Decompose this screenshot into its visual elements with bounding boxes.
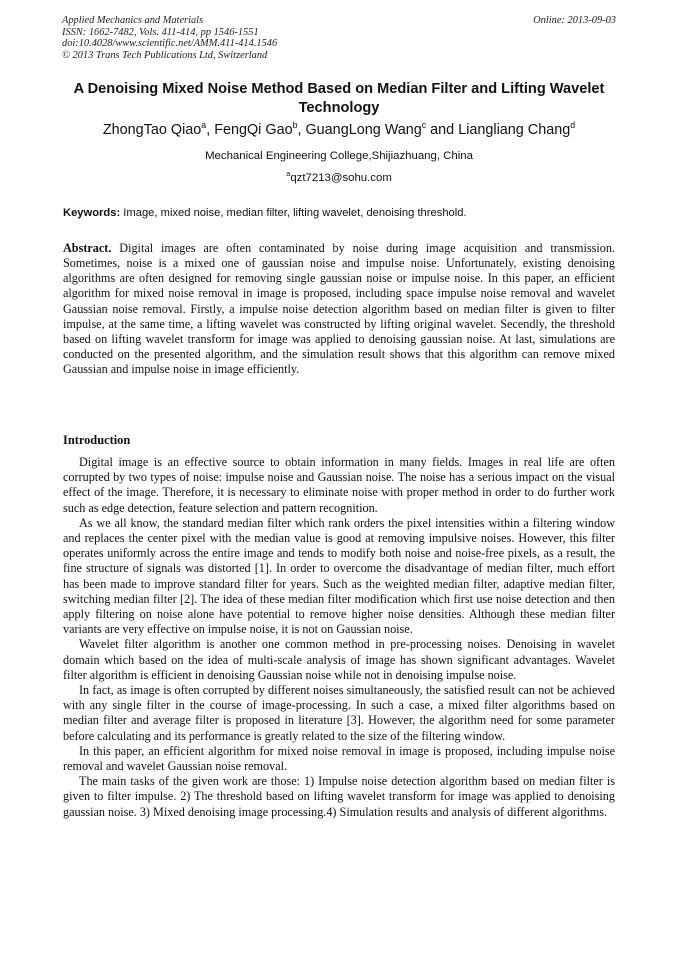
- author-email: [62, 169, 616, 184]
- author-name: Liangliang Chang: [458, 122, 571, 138]
- email-address: qzt7213@sohu.com: [290, 172, 392, 184]
- paper-title: A Denoising Mixed Noise Method Based on Median Filter and Lifting Wavelet Technology: [73, 81, 605, 116]
- author-separator: ,: [297, 122, 306, 138]
- author-separator: ,: [206, 122, 215, 138]
- intro-paragraph: The main tasks of the given work are those: 1) Impulse noise detection algorithm based on median filter is given to filter impulse. 2) The threshold based on lifting wavelet transform for image was applied to denoising gaussian noise. 3) Mixed denoising image processing.4) Simulation results and analysis of different algorithms.: [63, 774, 615, 819]
- journal-name: Applied Mechanics and Materials: [62, 15, 204, 26]
- affiliation: Mechanical Engineering College,Shijiazhuang, China: [205, 150, 473, 162]
- author-superscript: d: [570, 120, 576, 130]
- copyright-line: © 2013 Trans Tech Publications Ltd, Switzerland: [62, 50, 268, 62]
- intro-paragraph: Digital image is an effective source to obtain information in many fields. Images in real life are often corrupted by two types of noise: impulse noise and Gaussian noise. The noise has a serious impact on the visual effect of the image. Therefore, it is necessary to eliminate noise with proper method in order to do further work such as edge detection, feature selection and pattern recognition.: [63, 455, 615, 515]
- intro-paragraph: In fact, as image is often corrupted by different noises simultaneously, the satisfied result can not be achieved with any single filter in the course of image-processing. In such a case, a mixed filter algorithms based on median filter and average filter is proposed in literature [3]. However, the algorithm need for some parameter before calculating and its performance is greatly related to the size of the filtering window.: [63, 683, 615, 743]
- author-name: FengQi Gao: [214, 122, 293, 138]
- section-heading-introduction: Introduction: [63, 433, 131, 447]
- introduction-body: [63, 455, 615, 820]
- author-name: ZhongTao Qiao: [102, 122, 202, 138]
- email-superscript: a: [286, 169, 291, 178]
- keywords-line: [63, 207, 467, 219]
- author-list: [40, 122, 638, 138]
- online-date: Online: 2013-09-03: [533, 15, 616, 26]
- intro-paragraph: Wavelet filter algorithm is another one common method in pre-processing noises. Denoising in wavelet domain which based on the idea of multi-scale analysis of image has shown significant advantages. Wavelet filter algorithm is efficient in denoising Gaussian noise while not in denoising impulse noise.: [63, 637, 615, 682]
- issn-line: ISSN: 1662-7482, Vols. 411-414, pp 1546-1551: [62, 26, 259, 38]
- keywords-text: Image, mixed noise, median filter, lifting wavelet, denoising threshold.: [120, 207, 467, 219]
- keywords-label: Keywords:: [63, 207, 121, 219]
- author-name: GuangLong Wang: [305, 122, 422, 138]
- abstract-label: Abstract.: [63, 241, 112, 255]
- author-superscript: c: [421, 120, 427, 130]
- journal-header: [62, 15, 277, 62]
- abstract-text: Digital images are often contaminated by noise during image acquisition and transmission. Sometimes, noise is a mixed one of gaussian noise and impulse noise. Unfortunately, existing denoising algorithms are often designed for removing single gaussian noise or impulse noise. In this paper, an efficient algorithm for mixed noise removal in image is proposed, including space impulse noise removal and wavelet Gaussian noise removal. Firstly, a impulse noise detection algorithm based on median filter is given to filter impulse, at the same time, a lifting wavelet was constructed by lifting original wavelet. Secendly, the threshold based on lifting wavelet transform for image was applied to denoising gaussian noise. At last, simulations are conducted on the presented algorithm, and the simulation result shows that this algorithm can remove mixed Gaussian and impulse noise in image efficiently.: [63, 241, 615, 377]
- abstract: [63, 241, 615, 377]
- author-superscript: b: [292, 120, 298, 130]
- author-superscript: a: [201, 120, 207, 130]
- intro-paragraph: In this paper, an efficient algorithm for mixed noise removal in image is proposed, including impulse noise removal and wavelet Gaussian noise removal.: [63, 743, 615, 774]
- doi-line: doi:10.4028/www.scientific.net/AMM.411-414.1546: [62, 38, 278, 50]
- author-separator: and: [426, 122, 459, 138]
- intro-paragraph: As we all know, the standard median filter which rank orders the pixel intensities within a filtering window and replaces the center pixel with the median value is good at removing impulsive noises. However, this filter operates uniformly across the entire image and tends to modify both noise and noise-free pixels, as a result, the fine structure of signals was distorted [1]. In order to overcome the disadvantage of median filter, much effort has been made to improve standard filter for years. Such as the weighted median filter, adaptive median filter, switching median filter [2]. The idea of these median filter modification which first use noise detection and then apply filtering on noise alone have potential to remove higher noise densities. Although these median filter variants are very effective on impulse noise, it is not on Gaussian noise.: [63, 515, 615, 637]
